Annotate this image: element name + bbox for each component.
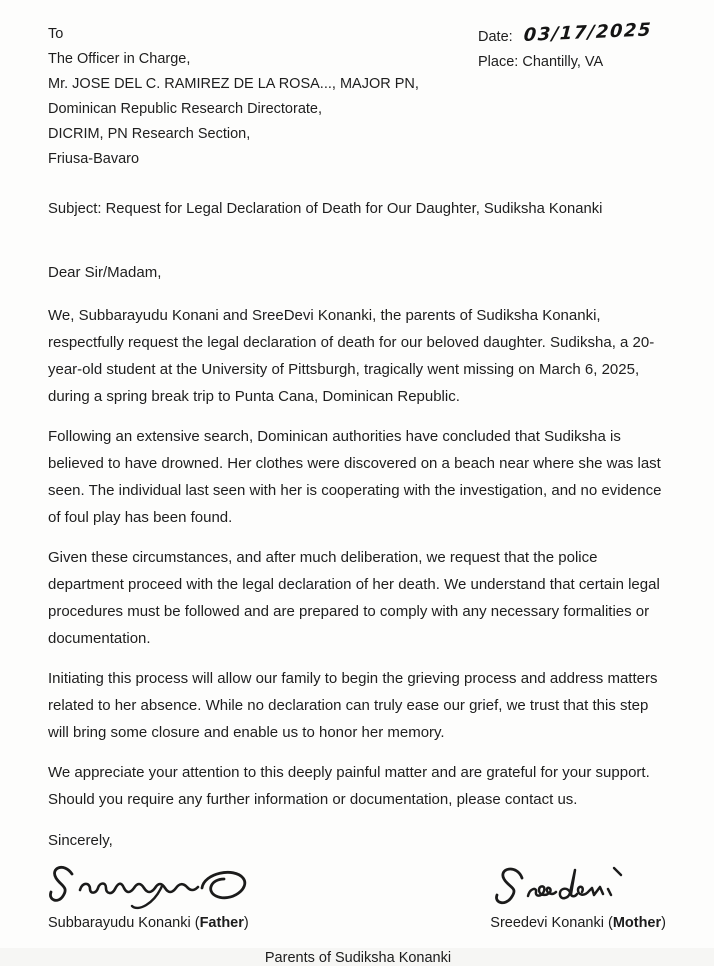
mother-name: Sreedevi Konanki ( bbox=[490, 915, 613, 931]
recipient-line: The Officer in Charge, bbox=[48, 51, 191, 67]
to-label: To bbox=[48, 26, 64, 42]
recipient-block bbox=[48, 22, 419, 172]
date-place-block bbox=[478, 19, 668, 75]
body-paragraph: Initiating this process will allow our family to begin the grieving process and address matters related to her absence. While no declaration can truly ease our grief, we trust that this step will bring some closure and enable us to honor her memory. bbox=[48, 670, 658, 741]
mother-signature-block bbox=[490, 858, 666, 934]
place-row bbox=[478, 50, 668, 75]
date-label: Date: bbox=[478, 29, 513, 45]
date-row bbox=[478, 19, 668, 50]
handwritten-date-value: 03/17/2025 bbox=[522, 19, 653, 46]
father-name: Subbarayudu Konanki ( bbox=[48, 915, 200, 931]
body-paragraph: Given these circumstances, and after much deliberation, we request that the police department proceed with the legal declaration of her death. We understand that certain legal procedures must be followed and are prepared to comply with any necessary formalities or documentation. bbox=[48, 549, 660, 647]
father-signature-block bbox=[48, 860, 258, 934]
mother-role: Mother bbox=[612, 915, 662, 931]
recipient-line: Dominican Republic Research Directorate, bbox=[48, 101, 323, 117]
mother-signature-icon bbox=[490, 858, 660, 912]
body-paragraph: We appreciate your attention to this deeply painful matter and are grateful for your support. Should you require any further information or documentation, please contact us. bbox=[48, 764, 650, 808]
father-signature-icon bbox=[48, 860, 258, 912]
body-paragraph: Following an extensive search, Dominican authorities have concluded that Sudiksha is believed to have drowned. Her clothes were discovered on a beach near where she was last seen. The individual last seen with her is cooperating with the investigation, and no evidence of foul play has been found. bbox=[48, 428, 662, 526]
recipient-line: Mr. JOSE DEL C. RAMIREZ DE LA ROSA..., MAJOR PN, bbox=[48, 76, 419, 92]
footer-line: Parents of Sudiksha Konanki bbox=[264, 950, 452, 966]
father-role: Father bbox=[199, 915, 244, 931]
body-paragraph: We, Subbarayudu Konani and SreeDevi Konanki, the parents of Sudiksha Konanki, respectfully request the legal declaration of death for our beloved daughter. Sudiksha, a 20-year-old student at the University of Pittsburgh, tragically went missing on March 6, 2025, during a spring break trip to Punta Cana, Dominican Republic. bbox=[48, 307, 655, 405]
place-value: Chantilly, VA bbox=[522, 54, 604, 70]
mother-signature-label: Sreedevi Konanki (Mother) bbox=[490, 915, 666, 931]
letter-header bbox=[48, 19, 668, 172]
subject-line: Subject: Request for Legal Declaration of Death for Our Daughter, Sudiksha Konanki bbox=[48, 201, 603, 217]
closing: Sincerely, bbox=[48, 832, 113, 849]
place-label: Place: bbox=[478, 54, 519, 70]
signature-row bbox=[48, 858, 668, 934]
father-signature-label: Subbarayudu Konanki (Father) bbox=[48, 915, 249, 931]
recipient-line: Friusa-Bavaro bbox=[48, 151, 140, 167]
recipient-line: DICRIM, PN Research Section, bbox=[48, 126, 251, 142]
salutation: Dear Sir/Madam, bbox=[48, 264, 162, 281]
